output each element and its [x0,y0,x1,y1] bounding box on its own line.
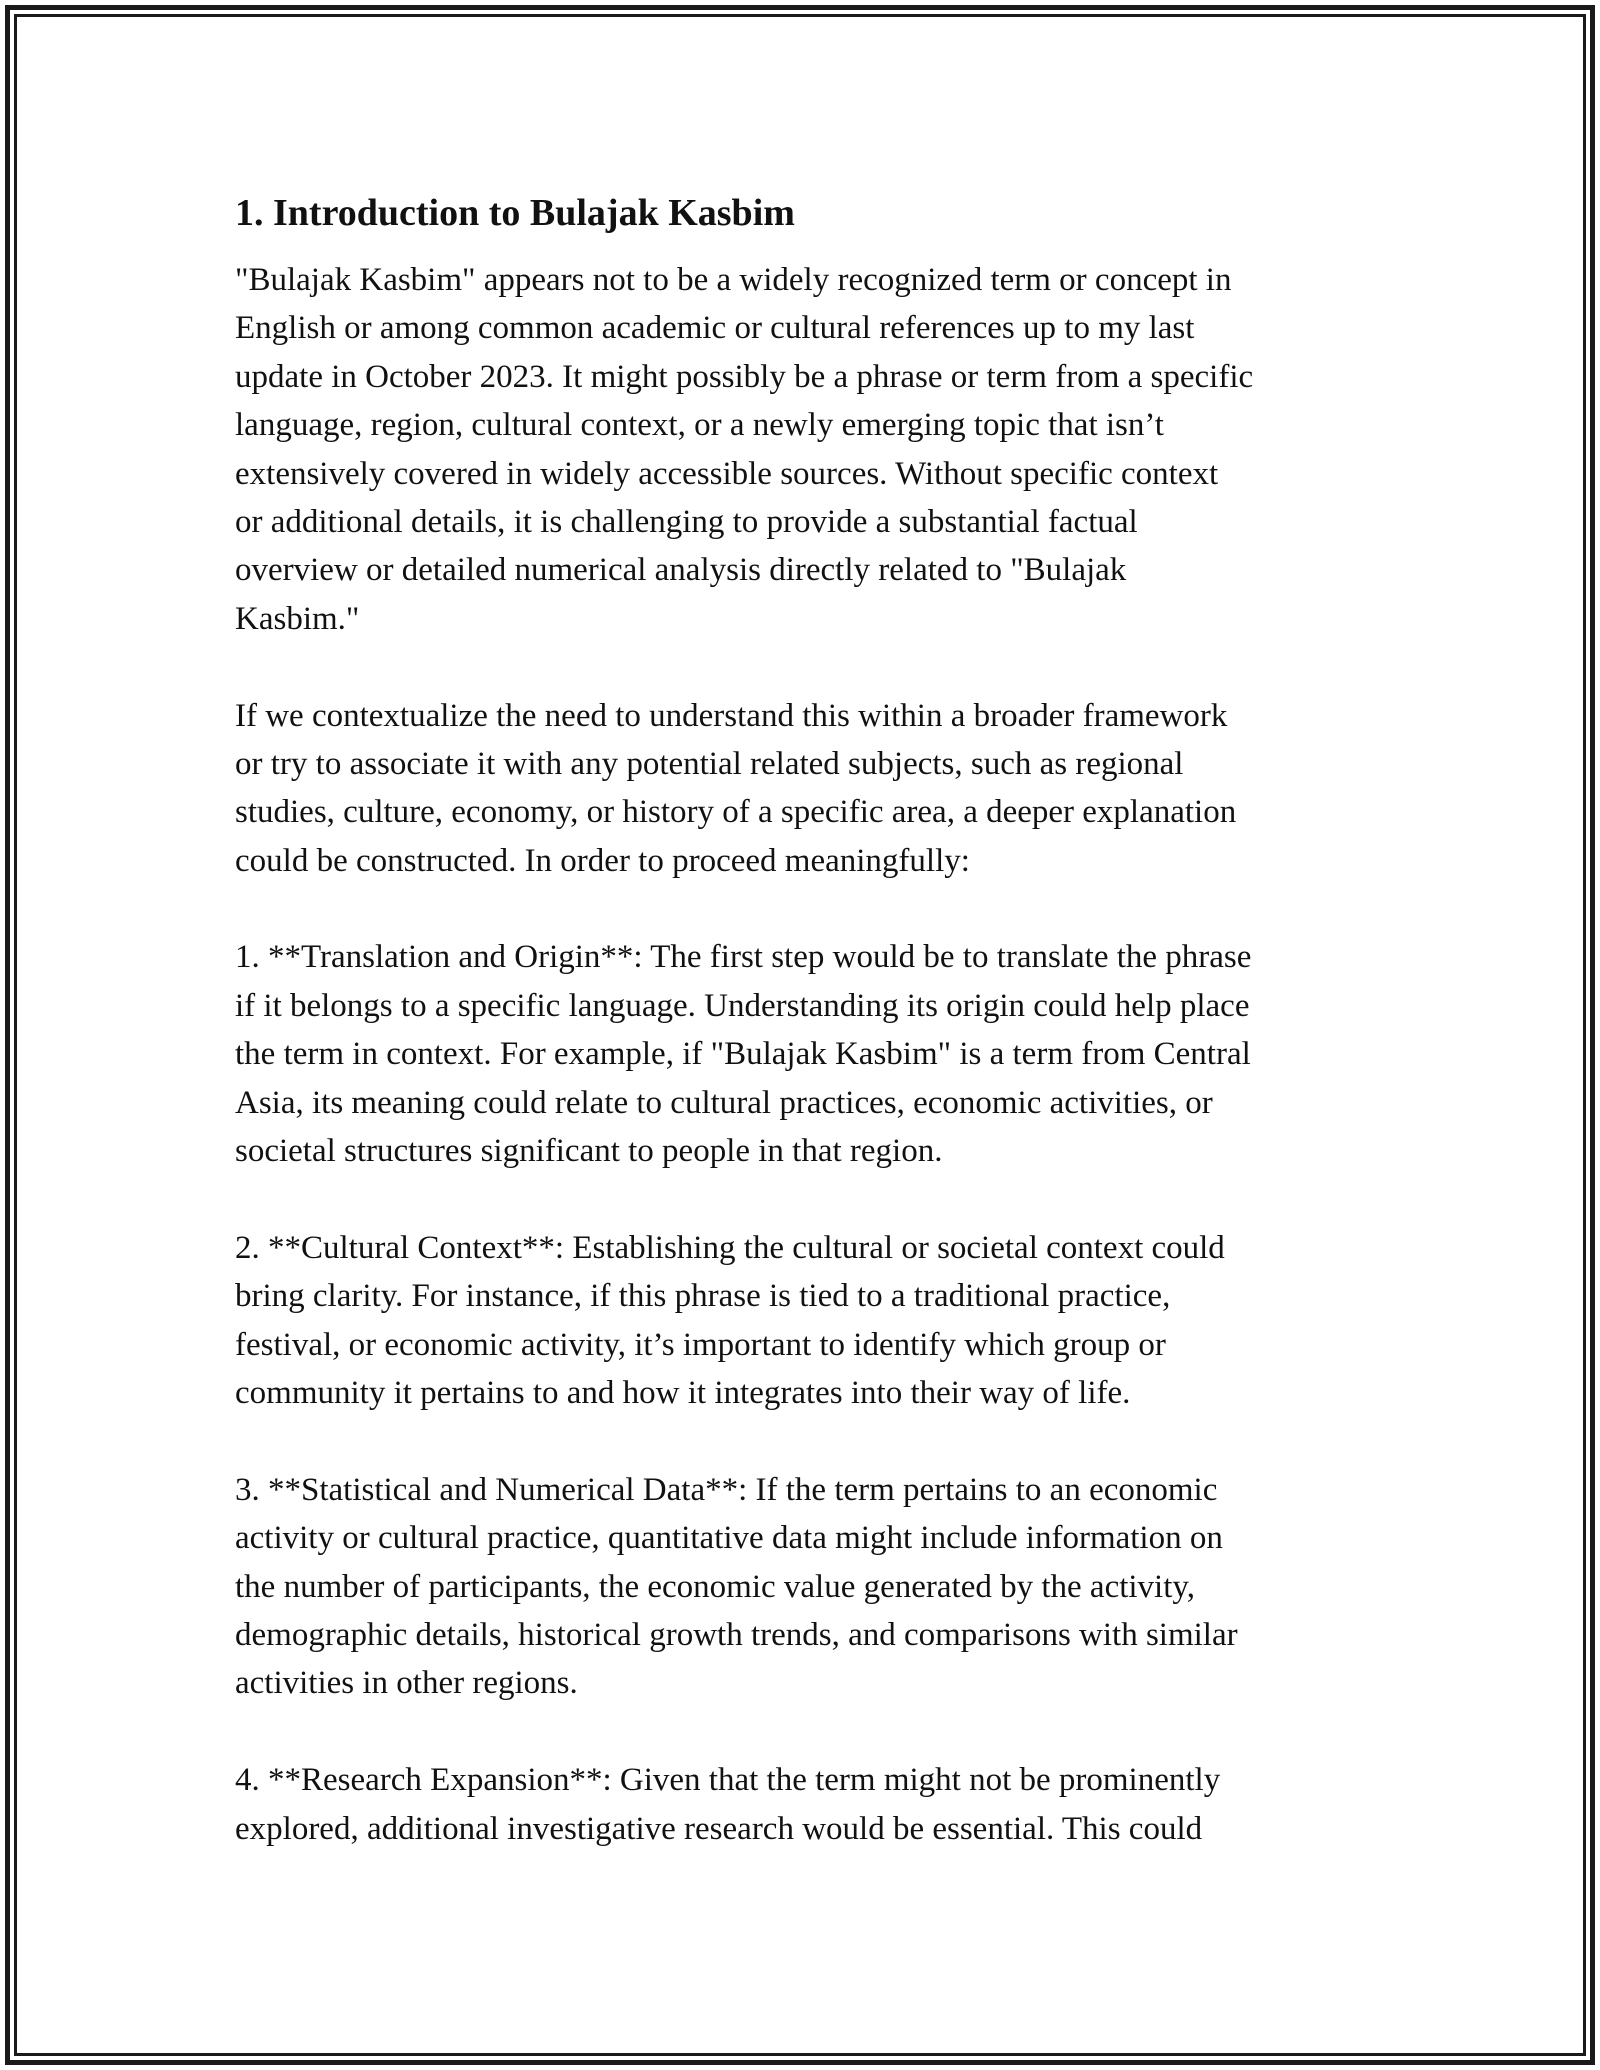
paragraph-context [235,692,1365,886]
text-line: the number of participants, the economic value generated by the activity, [235,1568,1195,1605]
text-line: Kasbim." [235,600,360,637]
text-line: language, region, cultural context, or a newly emerging topic that isn’t [235,407,1164,444]
text-line: overview or detailed numerical analysis directly related to "Bulajak [235,552,1127,589]
paragraph-intro [235,256,1365,643]
document-body [235,186,1365,1853]
paragraph-gap [235,1417,1365,1465]
paragraph-gap [235,1175,1365,1223]
text-line: activities in other regions. [235,1665,578,1702]
text-line: could be constructed. In order to proceed meaningfully: [235,842,970,879]
text-line: 4. **Research Expansion**: Given that the term might not be prominently [235,1762,1221,1799]
text-line: English or among common academic or cultural references up to my last [235,310,1195,347]
text-line: extensively covered in widely accessible sources. Without specific context [235,455,1219,492]
text-line: demographic details, historical growth trends, and comparisons with similar [235,1616,1238,1653]
paragraph-gap [235,1708,1365,1756]
list-item-research-expansion [235,1756,1365,1853]
list-item-statistical-data [235,1466,1365,1708]
text-line: If we contextualize the need to understand this within a broader framework [235,697,1228,734]
text-line: bring clarity. For instance, if this phrase is tied to a traditional practice, [235,1278,1171,1315]
text-line: the term in context. For example, if "Bulajak Kasbim" is a term from Central [235,1036,1251,1073]
paragraph-gap [235,885,1365,933]
text-line: activity or cultural practice, quantitative data might include information on [235,1520,1223,1557]
text-line: or additional details, it is challenging to provide a substantial factual [235,503,1138,540]
text-line: community it pertains to and how it integrates into their way of life. [235,1374,1131,1411]
paragraph-gap [235,643,1365,691]
text-line: studies, culture, economy, or history of a specific area, a deeper explanation [235,794,1237,831]
text-line: Asia, its meaning could relate to cultural practices, economic activities, or [235,1084,1213,1121]
text-line: explored, additional investigative research would be essential. This could [235,1810,1203,1847]
text-line: or try to associate it with any potential related subjects, such as regional [235,745,1184,782]
list-item-translation [235,933,1365,1175]
text-line: 1. **Translation and Origin**: The first step would be to translate the phrase [235,939,1252,976]
text-line: festival, or economic activity, it’s important to identify which group or [235,1326,1166,1363]
text-line: if it belongs to a specific language. Understanding its origin could help place [235,987,1250,1024]
text-line: 3. **Statistical and Numerical Data**: If the term pertains to an economic [235,1471,1218,1508]
text-line: societal structures significant to people in that region. [235,1133,943,1170]
text-line: update in October 2023. It might possibly be a phrase or term from a specific [235,358,1254,395]
text-line: "Bulajak Kasbim" appears not to be a widely recognized term or concept in [235,262,1232,298]
text-line: 2. **Cultural Context**: Establishing the cultural or societal context could [235,1229,1225,1266]
list-item-cultural-context [235,1224,1365,1418]
section-heading: 1. Introduction to Bulajak Kasbim [235,192,795,234]
